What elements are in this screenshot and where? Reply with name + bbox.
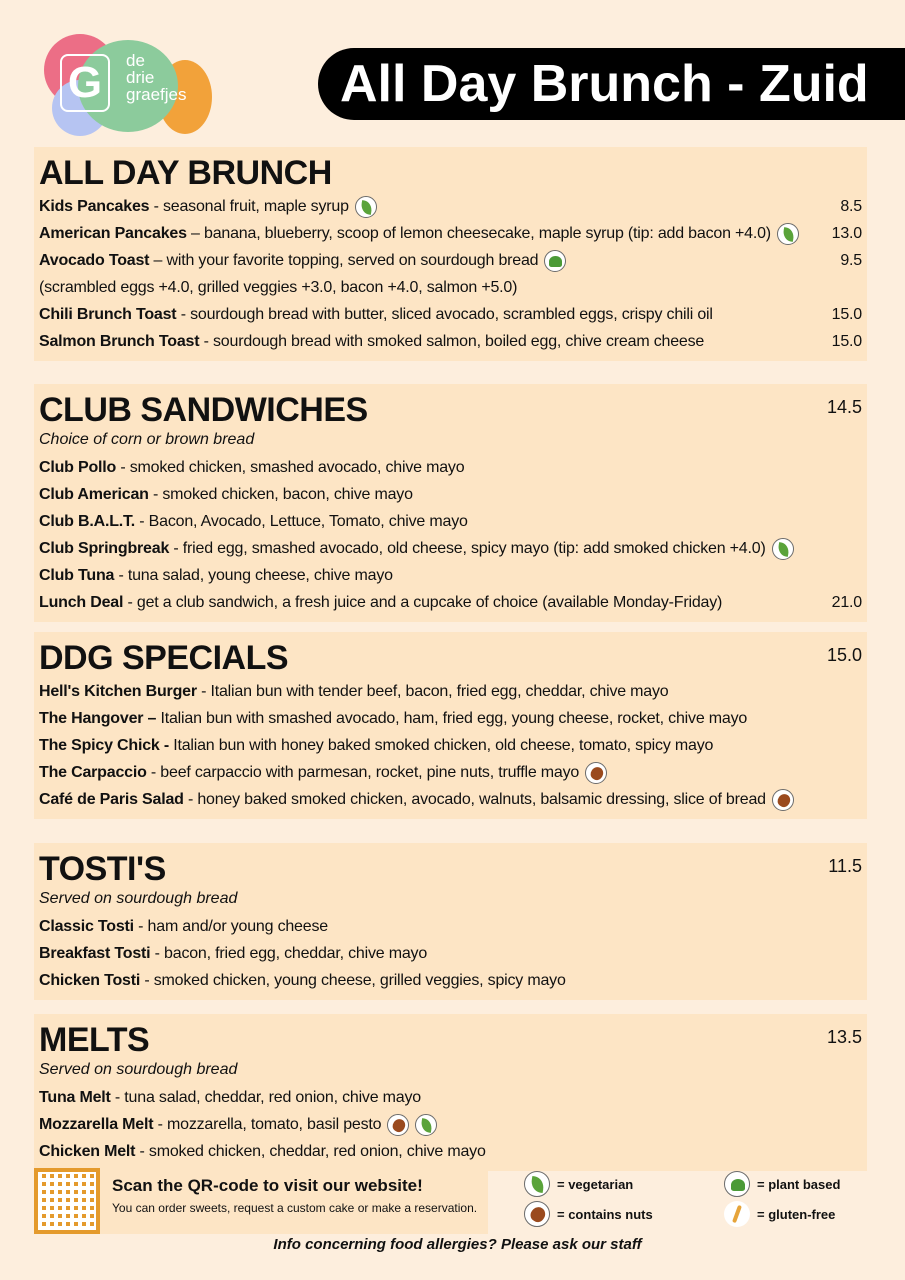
menu-item-description: – banana, blueberry, scoop of lemon cheesecake, maple syrup (tip: add bacon +4.0) (186, 225, 771, 242)
vegetarian-leaf-icon (355, 196, 377, 218)
menu-item (39, 786, 862, 813)
menu-item-text (39, 759, 607, 786)
section-title: CLUB SANDWICHES (39, 391, 368, 429)
legend-plant-label: = plant based (757, 1176, 841, 1192)
menu-item-description: Italian bun with honey baked smoked chicken, old cheese, tomato, spicy mayo (168, 737, 714, 754)
menu-item-description: - fried egg, smashed avocado, old cheese, spicy mayo (tip: add smoked chicken +4.0) (169, 540, 766, 557)
menu-item-text (39, 967, 566, 994)
menu-item-name: Classic Tosti (39, 918, 134, 935)
logo-word-3: graefjes (126, 85, 187, 104)
section-header (39, 849, 862, 889)
nut-icon (524, 1201, 550, 1227)
menu-item (39, 481, 862, 508)
menu-item (39, 589, 862, 616)
menu-item (39, 732, 862, 759)
menu-section (34, 843, 867, 1000)
menu-item (39, 940, 862, 967)
menu-item-description: - smoked chicken, young cheese, grilled veggies, spicy mayo (140, 972, 566, 989)
menu-item-price: 13.0 (831, 225, 862, 242)
menu-item-text (39, 328, 704, 355)
plant-based-icon (724, 1171, 750, 1197)
menu-item-name: Club American (39, 486, 149, 503)
menu-item-description: - mozzarella, tomato, basil pesto (153, 1116, 382, 1133)
menu-item (39, 1138, 862, 1165)
page-title: All Day Brunch - Zuid (318, 48, 905, 120)
menu-item-name: The Hangover – (39, 710, 157, 727)
menu-item (39, 967, 862, 994)
qr-code-pattern (38, 1172, 96, 1230)
logo-word-2: drie (126, 68, 155, 87)
menu-item (39, 1111, 862, 1138)
legend-vegetarian-label: = vegetarian (557, 1176, 634, 1192)
logo (40, 32, 215, 137)
nut-icon (387, 1114, 409, 1136)
section-header (39, 390, 862, 430)
vegetarian-leaf-icon (415, 1114, 437, 1136)
menu-item-text (39, 940, 427, 967)
menu-item-name: American Pancakes (39, 225, 187, 242)
logo-wordmark (126, 52, 186, 103)
menu-item-text (39, 705, 747, 732)
section-subtitle: Served on sourdough bread (39, 1061, 238, 1078)
menu-item-description: (scrambled eggs +4.0, grilled veggies +3.0, bacon +4.0, salmon +5.0) (39, 279, 518, 296)
menu-item-text (39, 562, 393, 589)
qr-banner (34, 1168, 488, 1234)
menu-section (34, 384, 867, 622)
menu-item (39, 193, 862, 220)
menu-item-name: Club B.A.L.T. (39, 513, 136, 530)
menu-item-text (39, 454, 464, 481)
qr-title: Scan the QR-code to visit our website! (112, 1176, 423, 1195)
menu-item-price: 15.0 (831, 306, 862, 323)
vegetarian-leaf-icon (772, 538, 794, 560)
menu-item-description: - ham and/or young cheese (133, 918, 328, 935)
menu-item-description: - smoked chicken, cheddar, red onion, chive mayo (135, 1143, 486, 1160)
menu-item-text (39, 678, 669, 705)
menu-item-name: Salmon Brunch Toast (39, 333, 200, 350)
menu-item-name: Chili Brunch Toast (39, 306, 177, 323)
qr-code[interactable] (34, 1168, 100, 1234)
menu-item-name: Kids Pancakes (39, 198, 150, 215)
menu-item-text (39, 220, 799, 247)
menu-item-text (39, 508, 468, 535)
menu-item-description: - sourdough bread with smoked salmon, boiled egg, chive cream cheese (199, 333, 705, 350)
menu-section (34, 632, 867, 819)
menu-item (39, 1084, 862, 1111)
section-subtitle: Choice of corn or brown bread (39, 431, 255, 448)
menu-item-description: - tuna salad, young cheese, chive mayo (114, 567, 393, 584)
nut-icon (585, 762, 607, 784)
section-subtitle: Served on sourdough bread (39, 890, 238, 907)
menu-item-description: - tuna salad, cheddar, red onion, chive mayo (110, 1089, 421, 1106)
menu-item-name: Tuna Melt (39, 1089, 111, 1106)
section-title: MELTS (39, 1021, 150, 1059)
logo-word-1: de (126, 51, 145, 70)
section-header (39, 1020, 862, 1060)
legend-gluten-free (724, 1201, 835, 1227)
menu-item-description: - seasonal fruit, maple syrup (149, 198, 349, 215)
section-price: 11.5 (828, 856, 862, 876)
menu-item-description: - honey baked smoked chicken, avocado, walnuts, balsamic dressing, slice of bread (183, 791, 766, 808)
plant-based-icon (544, 250, 566, 272)
menu-item (39, 913, 862, 940)
section-title: TOSTI'S (39, 850, 166, 888)
qr-subtitle: You can order sweets, request a custom cake or make a reservation. (112, 1201, 478, 1215)
legend-vegetarian (524, 1171, 633, 1197)
menu-item-price: 9.5 (840, 252, 862, 269)
logo-letter: G (60, 54, 110, 112)
menu-item (39, 508, 862, 535)
legend-plant-based (724, 1171, 840, 1197)
menu-item-description: - get a club sandwich, a fresh juice and a cupcake of choice (available Monday-Friday) (123, 594, 723, 611)
menu-item-name: Club Pollo (39, 459, 117, 476)
menu-item (39, 535, 862, 562)
menu-item-name: Café de Paris Salad (39, 791, 184, 808)
menu-item-text (39, 274, 517, 301)
menu-item-price: 8.5 (840, 198, 862, 215)
menu-item (39, 247, 862, 274)
menu-item (39, 328, 862, 355)
menu-item-description: - sourdough bread with butter, sliced avocado, scrambled eggs, crispy chili oil (176, 306, 713, 323)
legend-gluten-label: = gluten-free (757, 1206, 836, 1222)
allergy-note: Info concerning food allergies? Please ask our staff (273, 1236, 642, 1253)
nut-icon (772, 789, 794, 811)
vegetarian-leaf-icon (777, 223, 799, 245)
menu-item-name: The Carpaccio (39, 764, 147, 781)
menu-section (34, 147, 867, 361)
section-title: DDG SPECIALS (39, 639, 289, 677)
menu-item-text (39, 481, 413, 508)
menu-item (39, 562, 862, 589)
menu-item-description: - smoked chicken, bacon, chive mayo (148, 486, 413, 503)
menu-item (39, 274, 862, 301)
menu-item-text (39, 1138, 486, 1165)
menu-item (39, 301, 862, 328)
menu-item-name: Club Springbreak (39, 540, 170, 557)
vegetarian-leaf-icon (524, 1171, 550, 1197)
menu-item-description: - beef carpaccio with parmesan, rocket, pine nuts, truffle mayo (146, 764, 580, 781)
menu-item-text (39, 247, 566, 274)
menu-item-text (39, 732, 713, 759)
menu-item-text (39, 1111, 437, 1138)
menu-item-price: 21.0 (831, 594, 862, 611)
menu-item-name: Chicken Tosti (39, 972, 141, 989)
menu-item-text (39, 1084, 421, 1111)
menu-item-name: Hell's Kitchen Burger (39, 683, 197, 700)
wheat-icon (724, 1201, 750, 1227)
section-price: 15.0 (826, 645, 862, 665)
menu-item-description: - smoked chicken, smashed avocado, chive mayo (116, 459, 465, 476)
section-title: ALL DAY BRUNCH (39, 154, 332, 192)
menu-section (34, 1014, 867, 1171)
menu-item-text (39, 301, 713, 328)
legend-nuts (524, 1201, 653, 1227)
menu-item-name: Breakfast Tosti (39, 945, 151, 962)
menu-item-name: The Spicy Chick - (39, 737, 169, 754)
menu-item (39, 705, 862, 732)
section-header (39, 638, 862, 678)
menu-item-price: 15.0 (831, 333, 862, 350)
menu-item-name: Chicken Melt (39, 1143, 136, 1160)
legend-nuts-label: = contains nuts (557, 1206, 653, 1222)
menu-item (39, 678, 862, 705)
section-header (39, 153, 862, 193)
menu-item-name: Mozzarella Melt (39, 1116, 154, 1133)
menu-item (39, 759, 862, 786)
menu-item-description: - bacon, fried egg, cheddar, chive mayo (150, 945, 428, 962)
menu-item (39, 454, 862, 481)
menu-item-text (39, 786, 794, 813)
menu-item-name: Lunch Deal (39, 594, 124, 611)
menu-item-text (39, 589, 722, 616)
menu-item-description: - Bacon, Avocado, Lettuce, Tomato, chive mayo (135, 513, 468, 530)
menu-item (39, 220, 862, 247)
menu-item-name: Avocado Toast (39, 252, 150, 269)
menu-item-name: Club Tuna (39, 567, 115, 584)
menu-item-text (39, 913, 328, 940)
section-price: 13.5 (826, 1027, 862, 1047)
menu-item-description: Italian bun with smashed avocado, ham, fried egg, young cheese, rocket, chive mayo (156, 710, 748, 727)
menu-item-text (39, 193, 377, 220)
menu-item-description: – with your favorite topping, served on sourdough bread (149, 252, 539, 269)
menu-item-text (39, 535, 794, 562)
section-price: 14.5 (826, 397, 862, 417)
menu-item-description: - Italian bun with tender beef, bacon, fried egg, cheddar, chive mayo (196, 683, 669, 700)
